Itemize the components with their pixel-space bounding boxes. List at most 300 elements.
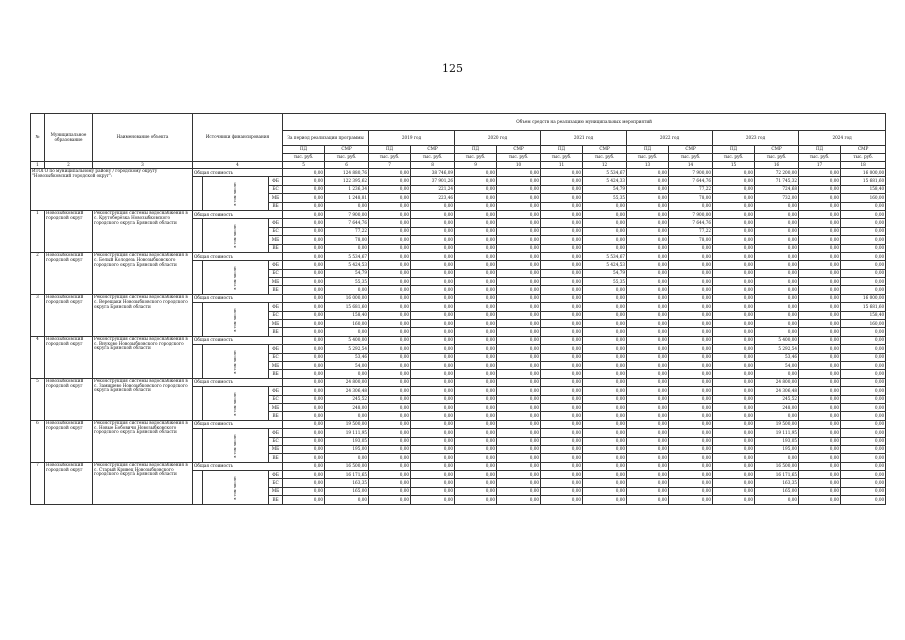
value-cell: 0,00 <box>497 210 541 218</box>
value-cell: 0,00 <box>627 429 669 437</box>
value-cell: 0,00 <box>713 387 755 395</box>
value-cell: 0,00 <box>455 487 497 495</box>
value-cell: 0,00 <box>369 462 411 470</box>
header-smr: СМР <box>841 146 886 154</box>
source-label: ВБ <box>269 202 283 210</box>
value-cell: 0,00 <box>799 429 841 437</box>
value-cell: 0,00 <box>627 236 669 244</box>
value-cell: 0,00 <box>713 227 755 235</box>
header-unit: тыс. руб. <box>369 154 411 162</box>
value-cell: 0,00 <box>713 454 755 462</box>
value-cell: 7 900,00 <box>669 210 713 218</box>
value-cell: 0,00 <box>411 202 455 210</box>
value-cell: 0,00 <box>497 336 541 344</box>
value-cell: 163,35 <box>325 479 369 487</box>
value-cell: 0,00 <box>627 278 669 286</box>
value-cell: 0,00 <box>325 328 369 336</box>
value-cell: 72 200,00 <box>755 169 799 177</box>
value-cell: 0,00 <box>713 403 755 411</box>
value-cell: 0,00 <box>455 437 497 445</box>
value-cell: 0,00 <box>627 169 669 177</box>
in-that-label: в том числе: <box>203 303 269 337</box>
value-cell: 0,00 <box>497 185 541 193</box>
value-cell: 15 681,60 <box>325 303 369 311</box>
header-pd: ПД <box>799 146 841 154</box>
header-period: За период реализации программы <box>283 131 369 146</box>
value-cell: 0,00 <box>713 437 755 445</box>
value-cell: 77,22 <box>325 227 369 235</box>
value-cell: 5 534,67 <box>325 252 369 260</box>
in-that-label: в том числе: <box>203 219 269 253</box>
value-cell: 0,00 <box>627 387 669 395</box>
value-cell: 0,00 <box>369 269 411 277</box>
value-cell: 0,00 <box>755 269 799 277</box>
value-cell: 0,00 <box>583 244 627 252</box>
column-number: 12 <box>583 162 627 169</box>
value-cell: 0,00 <box>541 387 583 395</box>
value-cell: 0,00 <box>541 219 583 227</box>
source-label: ВБ <box>269 454 283 462</box>
value-cell: 0,00 <box>669 286 713 294</box>
value-cell: 0,00 <box>541 210 583 218</box>
value-cell: 0,00 <box>541 420 583 428</box>
value-cell: 248,00 <box>755 403 799 411</box>
column-number: 11 <box>541 162 583 169</box>
value-cell: 724,68 <box>755 185 799 193</box>
value-cell: 0,00 <box>455 471 497 479</box>
value-cell: 0,00 <box>669 353 713 361</box>
table-row <box>31 336 886 344</box>
value-cell: 0,00 <box>283 328 325 336</box>
header-unit: тыс. руб. <box>283 154 325 162</box>
value-cell: 0,00 <box>713 445 755 453</box>
value-cell: 0,00 <box>455 479 497 487</box>
value-cell: 16 000,00 <box>325 294 369 302</box>
value-cell: 122 395,62 <box>325 177 369 185</box>
value-cell: 0,00 <box>369 353 411 361</box>
value-cell: 0,00 <box>669 496 713 504</box>
value-cell: 0,00 <box>283 202 325 210</box>
value-cell: 0,00 <box>497 479 541 487</box>
source-label: ФБ <box>269 345 283 353</box>
value-cell: 0,00 <box>325 244 369 252</box>
value-cell: 0,00 <box>455 177 497 185</box>
value-cell: 0,00 <box>497 496 541 504</box>
value-cell: 0,00 <box>713 194 755 202</box>
value-cell: 0,00 <box>627 496 669 504</box>
value-cell: 0,00 <box>841 387 886 395</box>
source-label: БС <box>269 227 283 235</box>
value-cell: 0,00 <box>669 202 713 210</box>
value-cell: 0,00 <box>799 244 841 252</box>
value-cell: 0,00 <box>627 454 669 462</box>
value-cell: 0,00 <box>799 403 841 411</box>
value-cell: 53,46 <box>325 353 369 361</box>
value-cell: 0,00 <box>713 496 755 504</box>
row-number: 2 <box>31 252 45 294</box>
value-cell: 0,00 <box>497 244 541 252</box>
value-cell: 0,00 <box>799 286 841 294</box>
value-cell: 0,00 <box>369 244 411 252</box>
value-cell: 0,00 <box>283 479 325 487</box>
total-cost-label: Общая стоимость <box>193 294 283 302</box>
column-number: 15 <box>713 162 755 169</box>
column-number: 2 <box>45 162 93 169</box>
value-cell: 0,00 <box>455 185 497 193</box>
value-cell: 0,00 <box>713 311 755 319</box>
column-number: 5 <box>283 162 325 169</box>
value-cell: 0,00 <box>713 378 755 386</box>
value-cell: 0,00 <box>669 437 713 445</box>
value-cell: 0,00 <box>541 252 583 260</box>
value-cell: 0,00 <box>497 412 541 420</box>
value-cell: 0,00 <box>841 219 886 227</box>
source-label: ФБ <box>269 429 283 437</box>
value-cell: 0,00 <box>497 487 541 495</box>
value-cell: 0,00 <box>713 169 755 177</box>
value-cell: 0,00 <box>841 361 886 369</box>
value-cell: 0,00 <box>713 236 755 244</box>
value-cell: 195,00 <box>755 445 799 453</box>
header-smr: СМР <box>669 146 713 154</box>
value-cell: 0,00 <box>283 244 325 252</box>
value-cell: 5 292,54 <box>325 345 369 353</box>
value-cell: 0,00 <box>755 370 799 378</box>
value-cell: 0,00 <box>669 311 713 319</box>
value-cell: 0,00 <box>627 437 669 445</box>
value-cell: 0,00 <box>799 311 841 319</box>
value-cell: 0,00 <box>799 361 841 369</box>
value-cell: 0,00 <box>369 185 411 193</box>
value-cell: 0,00 <box>455 336 497 344</box>
value-cell: 0,00 <box>411 412 455 420</box>
value-cell: 0,00 <box>669 278 713 286</box>
value-cell: 732,00 <box>755 194 799 202</box>
value-cell: 0,00 <box>583 328 627 336</box>
value-cell: 0,00 <box>713 261 755 269</box>
spacer-cell <box>193 219 203 253</box>
value-cell: 0,00 <box>455 462 497 470</box>
value-cell: 0,00 <box>283 210 325 218</box>
value-cell: 0,00 <box>713 370 755 378</box>
value-cell: 15 681,60 <box>841 303 886 311</box>
value-cell: 0,00 <box>799 194 841 202</box>
value-cell: 24 800,00 <box>755 378 799 386</box>
value-cell: 0,00 <box>583 420 627 428</box>
municipality-name: Новозыбковский городской округ <box>45 420 93 462</box>
value-cell: 0,00 <box>713 479 755 487</box>
value-cell: 0,00 <box>583 370 627 378</box>
value-cell: 0,00 <box>411 387 455 395</box>
value-cell: 0,00 <box>799 479 841 487</box>
value-cell: 0,00 <box>455 370 497 378</box>
value-cell: 0,00 <box>841 286 886 294</box>
value-cell: 38 746,09 <box>411 169 455 177</box>
value-cell: 7 900,00 <box>669 169 713 177</box>
value-cell: 0,00 <box>799 471 841 479</box>
value-cell: 0,00 <box>799 412 841 420</box>
value-cell: 0,00 <box>411 353 455 361</box>
value-cell: 0,00 <box>369 378 411 386</box>
value-cell: 0,00 <box>541 169 583 177</box>
value-cell: 0,00 <box>369 454 411 462</box>
total-cost-label: Общая стоимость <box>193 378 283 386</box>
value-cell: 0,00 <box>455 412 497 420</box>
value-cell: 78,00 <box>669 194 713 202</box>
spacer-cell <box>193 387 203 421</box>
value-cell: 0,00 <box>283 420 325 428</box>
value-cell: 0,00 <box>541 227 583 235</box>
value-cell: 0,00 <box>369 420 411 428</box>
value-cell: 0,00 <box>713 429 755 437</box>
value-cell: 0,00 <box>283 278 325 286</box>
value-cell: 0,00 <box>411 370 455 378</box>
value-cell: 0,00 <box>369 219 411 227</box>
value-cell: 0,00 <box>455 328 497 336</box>
value-cell: 1 248,81 <box>325 194 369 202</box>
value-cell: 0,00 <box>497 227 541 235</box>
value-cell: 0,00 <box>669 361 713 369</box>
value-cell: 0,00 <box>455 286 497 294</box>
column-number: 4 <box>193 162 283 169</box>
value-cell: 5 292,54 <box>755 345 799 353</box>
value-cell: 0,00 <box>755 210 799 218</box>
value-cell: 0,00 <box>455 210 497 218</box>
value-cell: 0,00 <box>799 210 841 218</box>
total-cost-label: Общая стоимость <box>193 210 283 218</box>
column-number: 14 <box>669 162 713 169</box>
value-cell: 0,00 <box>583 353 627 361</box>
source-label: БС <box>269 185 283 193</box>
value-cell: 0,00 <box>669 471 713 479</box>
value-cell: 0,00 <box>411 420 455 428</box>
header-unit: тыс. руб. <box>799 154 841 162</box>
value-cell: 0,00 <box>283 311 325 319</box>
header-pd: ПД <box>455 146 497 154</box>
header-unit: тыс. руб. <box>411 154 455 162</box>
value-cell: 0,00 <box>799 236 841 244</box>
value-cell: 0,00 <box>841 278 886 286</box>
value-cell: 0,00 <box>541 336 583 344</box>
value-cell: 16 500,00 <box>325 462 369 470</box>
value-cell: 0,00 <box>799 294 841 302</box>
value-cell: 0,00 <box>669 320 713 328</box>
header-unit: тыс. руб. <box>541 154 583 162</box>
value-cell: 0,00 <box>411 286 455 294</box>
value-cell: 0,00 <box>755 328 799 336</box>
value-cell: 7 644,76 <box>669 219 713 227</box>
value-cell: 0,00 <box>713 328 755 336</box>
header-smr: СМР <box>755 146 799 154</box>
value-cell: 0,00 <box>755 227 799 235</box>
value-cell: 0,00 <box>713 345 755 353</box>
total-cost-label: Общая стоимость <box>193 420 283 428</box>
value-cell: 0,00 <box>799 269 841 277</box>
value-cell: 0,00 <box>411 345 455 353</box>
spacer-cell <box>193 177 203 211</box>
value-cell: 0,00 <box>841 269 886 277</box>
value-cell: 0,00 <box>541 261 583 269</box>
value-cell: 0,00 <box>799 345 841 353</box>
value-cell: 16 171,65 <box>755 471 799 479</box>
value-cell: 0,00 <box>627 353 669 361</box>
value-cell: 0,00 <box>627 471 669 479</box>
value-cell: 0,00 <box>455 387 497 395</box>
header-year: 2023 год <box>713 131 799 146</box>
value-cell: 0,00 <box>497 261 541 269</box>
value-cell: 158,40 <box>841 185 886 193</box>
value-cell: 0,00 <box>455 169 497 177</box>
value-cell: 0,00 <box>497 403 541 411</box>
value-cell: 0,00 <box>583 437 627 445</box>
value-cell: 0,00 <box>669 294 713 302</box>
value-cell: 0,00 <box>627 219 669 227</box>
value-cell: 0,00 <box>455 244 497 252</box>
value-cell: 0,00 <box>627 462 669 470</box>
value-cell: 0,00 <box>411 496 455 504</box>
value-cell: 16 000,00 <box>841 169 886 177</box>
value-cell: 0,00 <box>369 286 411 294</box>
header-object: Наименование объекта <box>93 114 193 162</box>
value-cell: 0,00 <box>411 471 455 479</box>
value-cell: 0,00 <box>841 244 886 252</box>
value-cell: 0,00 <box>541 185 583 193</box>
value-cell: 0,00 <box>411 328 455 336</box>
value-cell: 0,00 <box>497 269 541 277</box>
value-cell: 0,00 <box>283 412 325 420</box>
value-cell: 0,00 <box>369 320 411 328</box>
value-cell: 0,00 <box>541 378 583 386</box>
value-cell: 19 111,95 <box>755 429 799 437</box>
in-that-label: в том числе: <box>203 429 269 463</box>
header-unit: тыс. руб. <box>455 154 497 162</box>
summary-title: ИТОГО по муниципальному району / городскому округу "Новозыбковский городской округ": <box>31 169 193 211</box>
value-cell: 0,00 <box>369 303 411 311</box>
value-cell: 0,00 <box>541 454 583 462</box>
value-cell: 0,00 <box>411 361 455 369</box>
spacer-cell <box>193 471 203 505</box>
value-cell: 0,00 <box>713 353 755 361</box>
value-cell: 0,00 <box>497 236 541 244</box>
value-cell: 0,00 <box>755 294 799 302</box>
value-cell: 0,00 <box>713 185 755 193</box>
value-cell: 0,00 <box>541 303 583 311</box>
value-cell: 0,00 <box>669 445 713 453</box>
value-cell: 193,05 <box>325 437 369 445</box>
source-label: ВБ <box>269 496 283 504</box>
value-cell: 0,00 <box>541 236 583 244</box>
value-cell: 0,00 <box>669 487 713 495</box>
in-that-label: в том числе: <box>203 177 269 211</box>
value-cell: 0,00 <box>627 420 669 428</box>
source-label: ВБ <box>269 244 283 252</box>
value-cell: 0,00 <box>713 320 755 328</box>
value-cell: 0,00 <box>411 311 455 319</box>
value-cell: 0,00 <box>799 320 841 328</box>
value-cell: 0,00 <box>411 454 455 462</box>
value-cell: 0,00 <box>497 194 541 202</box>
value-cell: 0,00 <box>627 378 669 386</box>
row-number: 6 <box>31 420 45 462</box>
value-cell: 0,00 <box>713 412 755 420</box>
value-cell: 0,00 <box>497 378 541 386</box>
table-row <box>31 420 886 428</box>
value-cell: 0,00 <box>627 244 669 252</box>
row-number: 5 <box>31 378 45 420</box>
value-cell: 0,00 <box>411 269 455 277</box>
value-cell: 0,00 <box>713 210 755 218</box>
source-label: БС <box>269 437 283 445</box>
source-label: ФБ <box>269 471 283 479</box>
spacer-cell <box>193 429 203 463</box>
value-cell: 0,00 <box>841 479 886 487</box>
value-cell: 0,00 <box>799 370 841 378</box>
value-cell: 54,79 <box>583 269 627 277</box>
value-cell: 0,00 <box>669 261 713 269</box>
value-cell: 0,00 <box>627 311 669 319</box>
value-cell: 0,00 <box>755 261 799 269</box>
value-cell: 0,00 <box>497 278 541 286</box>
value-cell: 0,00 <box>497 202 541 210</box>
header-unit: тыс. руб. <box>841 154 886 162</box>
value-cell: 0,00 <box>497 303 541 311</box>
header-smr: СМР <box>411 146 455 154</box>
value-cell: 0,00 <box>497 320 541 328</box>
value-cell: 0,00 <box>583 387 627 395</box>
value-cell: 0,00 <box>841 336 886 344</box>
municipality-name: Новозыбковский городской округ <box>45 462 93 504</box>
value-cell: 0,00 <box>369 370 411 378</box>
value-cell: 0,00 <box>627 336 669 344</box>
table-row <box>31 169 886 177</box>
value-cell: 0,00 <box>455 345 497 353</box>
column-number: 13 <box>627 162 669 169</box>
value-cell: 16 171,65 <box>325 471 369 479</box>
value-cell: 0,00 <box>841 227 886 235</box>
value-cell: 0,00 <box>541 311 583 319</box>
value-cell: 0,00 <box>583 429 627 437</box>
value-cell: 0,00 <box>841 496 886 504</box>
value-cell: 0,00 <box>799 395 841 403</box>
value-cell: 0,00 <box>583 471 627 479</box>
value-cell: 0,00 <box>841 454 886 462</box>
value-cell: 0,00 <box>455 227 497 235</box>
source-label: БС <box>269 311 283 319</box>
value-cell: 0,00 <box>369 252 411 260</box>
value-cell: 0,00 <box>497 286 541 294</box>
value-cell: 0,00 <box>411 236 455 244</box>
value-cell: 77,22 <box>669 185 713 193</box>
source-label: МБ <box>269 487 283 495</box>
value-cell: 0,00 <box>283 269 325 277</box>
value-cell: 55,35 <box>583 194 627 202</box>
value-cell: 0,00 <box>799 437 841 445</box>
spacer-cell <box>193 345 203 379</box>
value-cell: 0,00 <box>455 252 497 260</box>
value-cell: 0,00 <box>627 370 669 378</box>
value-cell: 0,00 <box>283 370 325 378</box>
value-cell: 0,00 <box>369 403 411 411</box>
column-number: 9 <box>455 162 497 169</box>
value-cell: 0,00 <box>713 269 755 277</box>
value-cell: 0,00 <box>799 496 841 504</box>
total-cost-label: Общая стоимость <box>193 462 283 470</box>
value-cell: 0,00 <box>369 202 411 210</box>
value-cell: 16 500,00 <box>755 462 799 470</box>
value-cell: 0,00 <box>669 303 713 311</box>
table-row <box>31 462 886 470</box>
value-cell: 0,00 <box>497 252 541 260</box>
